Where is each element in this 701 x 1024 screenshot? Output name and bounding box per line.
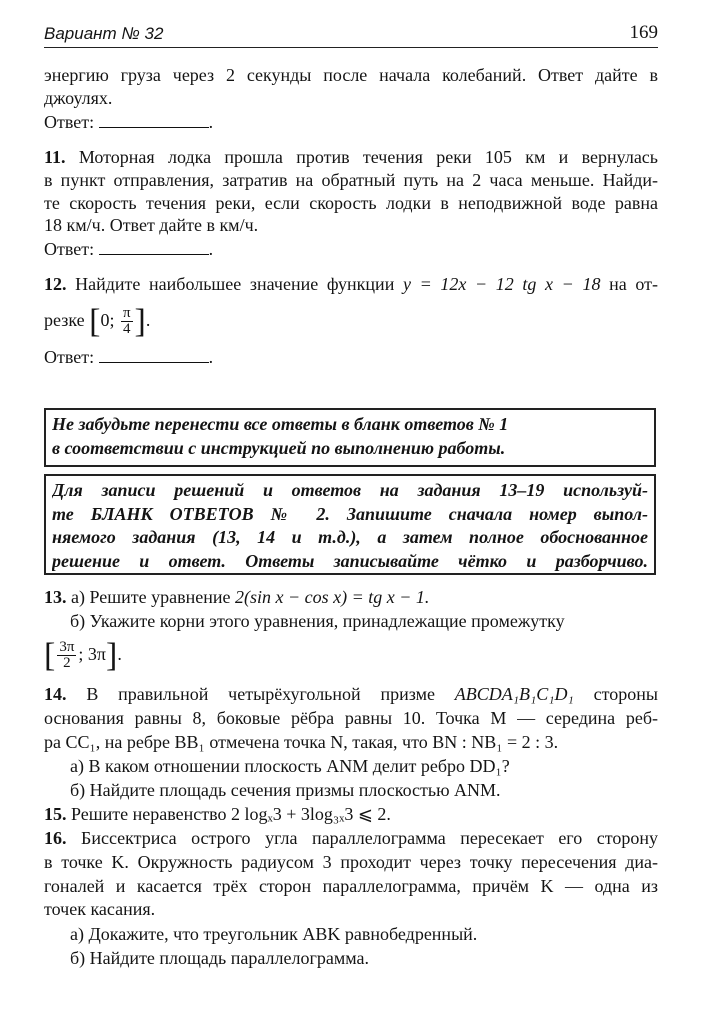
notice-line: няемого задания (13, 14 и т.д.), а затем полное обоснованное xyxy=(52,527,648,547)
fraction: $\frac{\pi}{4}$ xyxy=(122,305,131,338)
answer-label: Ответ: xyxy=(44,112,95,132)
task-13-interval: [ $\frac{3\pi}{2}$ ; 3π]. xyxy=(44,636,122,674)
task-text: а) Решите уравнение xyxy=(71,587,231,607)
task-13-a xyxy=(44,586,658,608)
notice-line: Не забудьте перенести все ответы в бланк ответов № 1 xyxy=(52,414,509,434)
task-number: 15. xyxy=(44,804,67,824)
interval-end: ; 3π xyxy=(78,644,106,664)
task-14-line: ра CC₁, на ребре BB₁ отмечена точка N, такая, что BN : NB₁ = 2 : 3. xyxy=(44,732,559,752)
notice-line: Для записи решений и ответов на задания 13–19 используй- xyxy=(52,480,648,500)
answer-label: Ответ: xyxy=(44,347,95,367)
page-number: 169 xyxy=(629,22,658,43)
answer-field: Ответ: . xyxy=(44,112,214,132)
task-14-line: основания равны 8, боковые рёбра равны 10. Точка M — середина реб- xyxy=(44,708,658,728)
header-rule xyxy=(44,47,658,48)
task-11-line: в пункт отправления, затратив на обратный путь на 2 часа меньше. Найди- xyxy=(44,170,658,190)
task-number: 14. xyxy=(44,684,67,704)
task-text: В правильной четырёхугольной призме xyxy=(86,684,435,704)
task-16-line: гоналей и касается трёх сторон параллелограмма, причём K — одна из xyxy=(44,876,658,896)
task-12-line xyxy=(44,273,658,295)
prev-task-line: джоулях. xyxy=(44,88,113,108)
task-text: резке xyxy=(44,310,85,330)
task-number: 13. xyxy=(44,587,67,607)
task-text: на от- xyxy=(609,274,658,294)
task-16-line xyxy=(44,827,658,849)
task-text: Моторная лодка прошла против течения реки 105 км и вернулась xyxy=(78,147,658,167)
task-11-line xyxy=(44,146,658,168)
formula: 2(sin x − cos x) = tg x − 1. xyxy=(234,587,430,607)
task-number: 16. xyxy=(44,828,67,848)
task-text: Биссектриса острого угла параллелограмма пересекает его сторону xyxy=(81,828,658,848)
task-14-a: а) В каком отношении плоскость ANM делит ребро DD₁? xyxy=(70,756,510,776)
task-text: стороны xyxy=(593,684,658,704)
task-14-b: б) Найдите площадь сечения призмы плоскостью ANM. xyxy=(70,780,501,800)
task-14-line xyxy=(44,683,658,705)
task-15 xyxy=(44,803,658,825)
notice-answer-form-2 xyxy=(44,474,656,575)
task-16-line: точек касания. xyxy=(44,899,156,919)
interval-start: 0; xyxy=(100,310,115,330)
task-number: 11. xyxy=(44,147,66,167)
fraction: $\frac{3\pi}{2}$ xyxy=(59,639,75,672)
task-11-line: те скорость течения реки, если скорость лодки в неподвижной воде равна xyxy=(44,193,658,213)
task-12-interval: резке [0; $\frac{\pi}{4}$ ]. xyxy=(44,302,151,340)
prev-task-line: энергию груза через 2 секунды после начала колебаний. Ответ дайте в xyxy=(44,65,658,85)
answer-field: Ответ: . xyxy=(44,347,214,367)
task-text: Найдите наибольшее значение функции xyxy=(75,274,395,294)
formula: y = 12x − 12 tg x − 18 xyxy=(402,274,601,294)
formula: ABCDA₁B₁C₁D₁ xyxy=(454,684,574,704)
running-header-title: Вариант № 32 xyxy=(44,24,164,43)
answer-blank xyxy=(99,348,209,363)
task-11-line: 18 км/ч. Ответ дайте в км/ч. xyxy=(44,215,259,235)
notice-line: в соответствии с инструкцией по выполнению работы. xyxy=(52,437,506,458)
task-number: 12. xyxy=(44,274,67,294)
task-16-a: а) Докажите, что треугольник ABK равнобедренный. xyxy=(70,924,478,944)
notice-line: решение и ответ. Ответы записывайте чётко и разборчиво. xyxy=(52,550,648,571)
task-16-b: б) Найдите площадь параллелограмма. xyxy=(70,948,369,968)
notice-line: те БЛАНК ОТВЕТОВ № 2. Запишите сначала номер выпол- xyxy=(52,503,648,524)
task-16-line: в точке K. Окружность радиусом 3 проходит через точку пересечения диа- xyxy=(44,852,658,872)
answer-blank xyxy=(99,113,209,128)
notice-transfer-answers xyxy=(44,408,656,467)
answer-field: Ответ: . xyxy=(44,239,214,259)
answer-blank xyxy=(99,240,209,255)
task-text: Решите неравенство 2 logₓ3 + 3log₃ₓ3 ⩽ 2. xyxy=(71,804,391,824)
task-13-b: б) Укажите корни этого уравнения, принадлежащие промежутку xyxy=(70,611,565,631)
answer-label: Ответ: xyxy=(44,239,95,259)
